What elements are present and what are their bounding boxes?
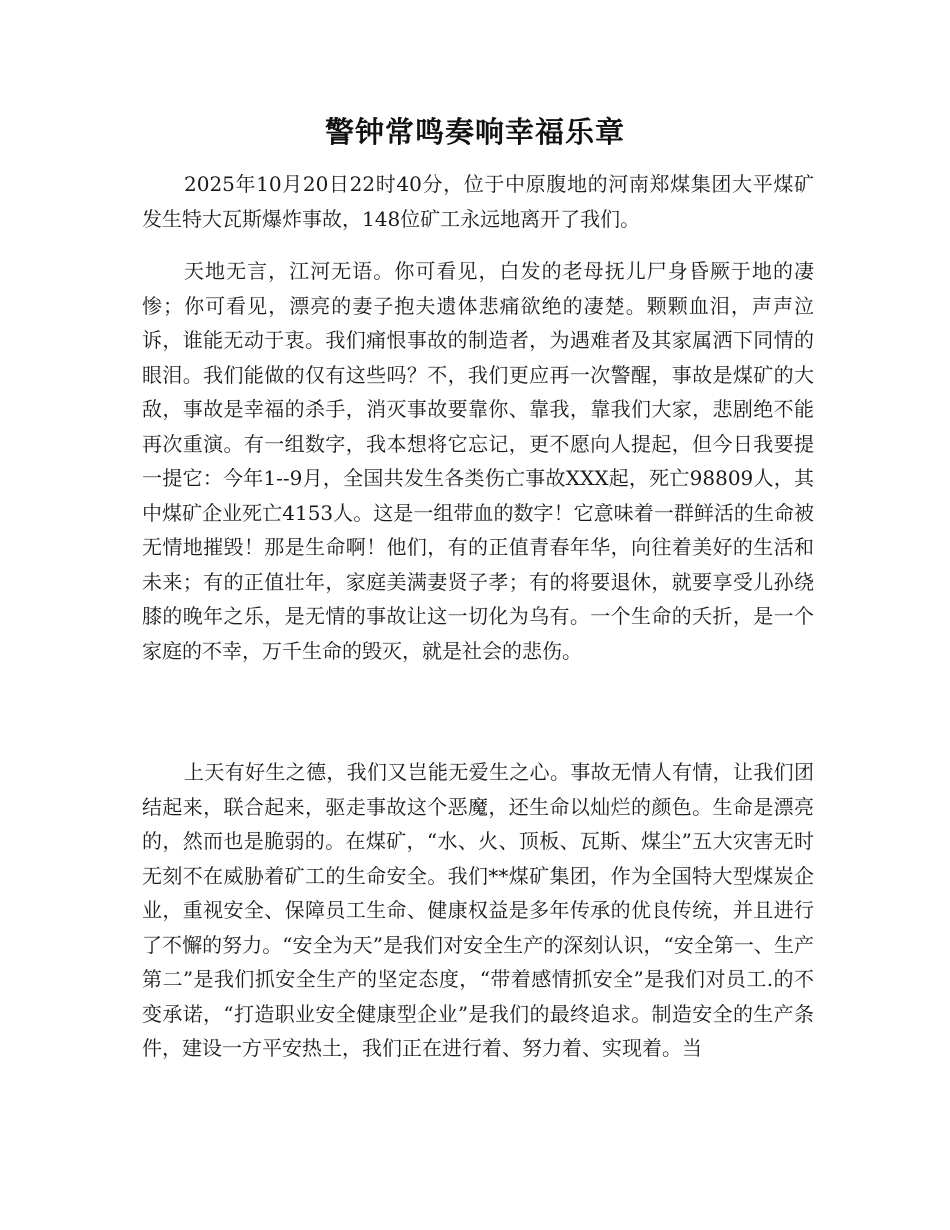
paragraph-2: 天地无言，江河无语。你可看见，白发的老母抚儿尸身昏厥于地的凄惨；你可看见，漂亮的妻子抱夫遗体悲痛欲绝的凄楚。颗颗血泪，声声泣诉，谁能无动于衷。我们痛恨事故的制造者，为遇难者及其家属洒下同情的眼泪。我们能做的仅有这些吗？不，我们更应再一次警醒，事故是煤矿的大敌，事故是幸福的杀手，消灭事故要靠你、靠我，靠我们大家，悲剧绝不能再次重演。有一组数字，我本想将它忘记，更不愿向人提起，但今日我要提一提它：今年1--9月，全国共发生各类伤亡事故XXX起，死亡98809人，其中煤矿企业死亡4153人。这是一组带血的数字！它意味着一群鲜活的生命被无情地摧毁！那是生命啊！他们，有的正值青春年华，向往着美好的生活和未来；有的正值壮年，家庭美满妻贤子孝；有的将要退休，就要享受儿孙绕膝的晚年之乐，是无情的事故让这一切化为乌有。一个生命的夭折，是一个家庭的不幸，万千生命的毁灭，就是社会的悲伤。 <box>142 259 814 663</box>
paragraph-1: 2025年10月20日22时40分，位于中原腹地的河南郑煤集团大平煤矿发生特大瓦斯爆炸事故，148位矿工永远地离开了我们。 <box>142 172 814 231</box>
paragraph-3: 上天有好生之德，我们又岂能无爱生之心。事故无情人有情，让我们团结起来，联合起来，驱走事故这个恶魔，还生命以灿烂的颜色。生命是漂亮的，然而也是脆弱的。在煤矿，“水、火、顶板、瓦斯、煤尘”五大灾害无时无刻不在威胁着矿工的生命安全。我们**煤矿集团，作为全国特大型煤炭企业，重视安全、保障员工生命、健康权益是多年传承的优良传统，并且进行了不懈的努力。“安全为天”是我们对安全生产的深刻认识，“安全第一、生产第二”是我们抓安全生产的坚定态度，“带着感情抓安全”是我们对员工.的不变承诺，“打造职业安全健康型企业”是我们的最终追求。制造安全的生产条件，建设一方平安热土，我们正在进行着、努力着、实现着。当 <box>142 760 814 1060</box>
document-title: 警钟常鸣奏响幸福乐章 <box>324 115 625 149</box>
